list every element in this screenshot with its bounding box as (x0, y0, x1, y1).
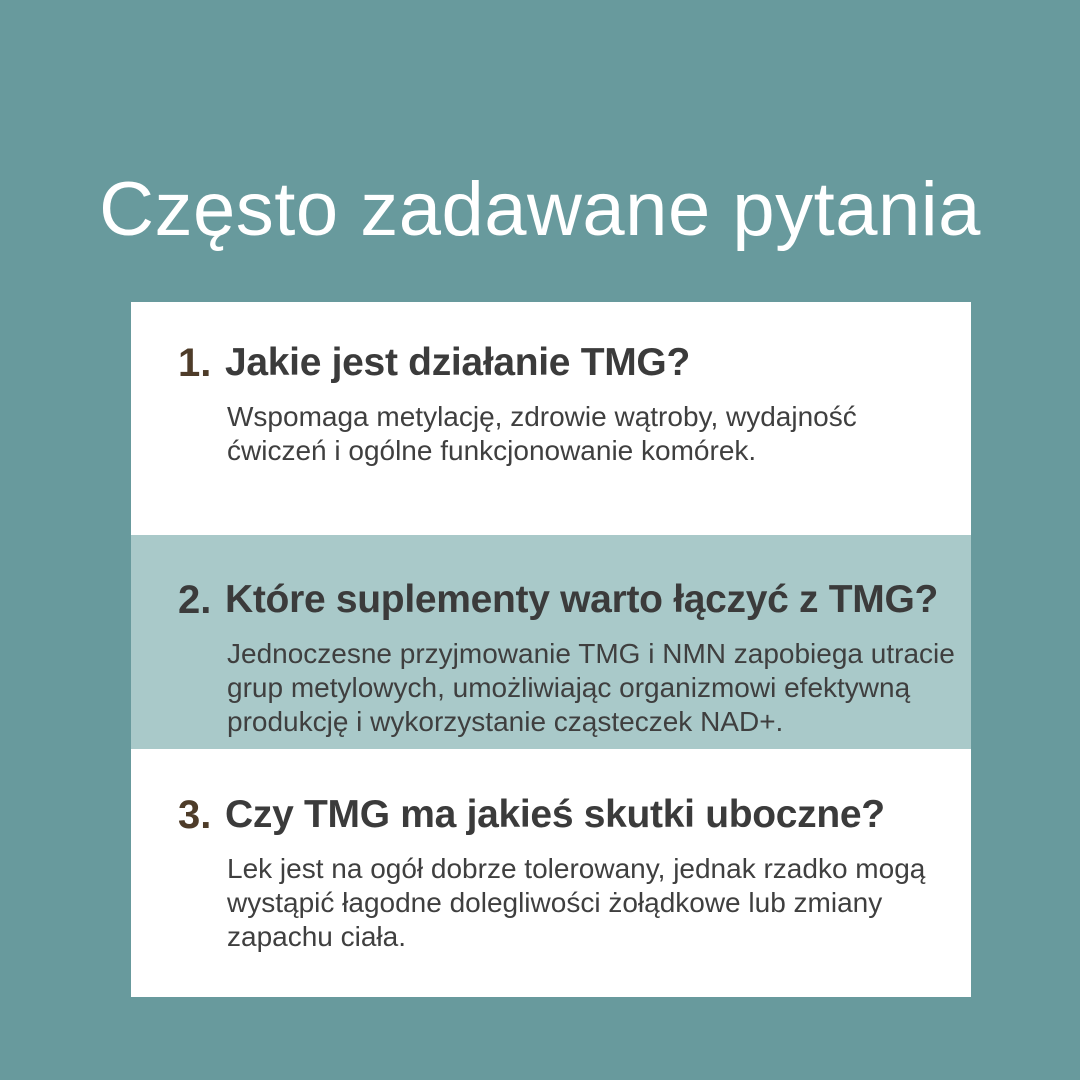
answer-line: ćwiczeń i ogólne funkcjonowanie komórek. (227, 435, 757, 466)
faq-item-1-content (225, 338, 931, 535)
faq-item-2-number: 2. (178, 578, 212, 622)
faq-item-3-answer (227, 852, 931, 954)
answer-line: Lek jest na ogół dobrze tolerowany, jednak rzadko mogą (227, 853, 926, 884)
faq-item-1-number: 1. (178, 341, 212, 385)
faq-item-1-answer (227, 400, 931, 468)
faq-item-3-question: Czy TMG ma jakieś skutki uboczne? (225, 793, 885, 836)
answer-line: wystąpić łagodne dolegliwości żołądkowe lub zmiany (227, 887, 883, 918)
faq-item-1 (131, 302, 971, 535)
answer-line: zapachu ciała. (227, 921, 407, 952)
answer-line: grup metylowych, umożliwiając organizmowi efektywną (227, 672, 911, 703)
answer-line: Jednoczesne przyjmowanie TMG i NMN zapobiega utracie (227, 638, 955, 669)
faq-item-3 (131, 749, 971, 997)
faq-item-3-content (225, 790, 931, 997)
faq-item-2-highlighted (131, 535, 971, 749)
faq-item-2-content (225, 575, 955, 749)
answer-line: produkcję i wykorzystanie cząsteczek NAD+. (227, 706, 784, 737)
faq-item-2-question: Które suplementy warto łączyć z TMG? (225, 578, 939, 621)
faq-item-2-answer (227, 637, 955, 739)
page-title: Często zadawane pytania (99, 167, 981, 252)
faq-card (131, 302, 971, 997)
faq-item-1-question: Jakie jest działanie TMG? (225, 341, 690, 384)
answer-line: Wspomaga metylację, zdrowie wątroby, wydajność (227, 401, 857, 432)
faq-item-3-number: 3. (178, 793, 212, 837)
